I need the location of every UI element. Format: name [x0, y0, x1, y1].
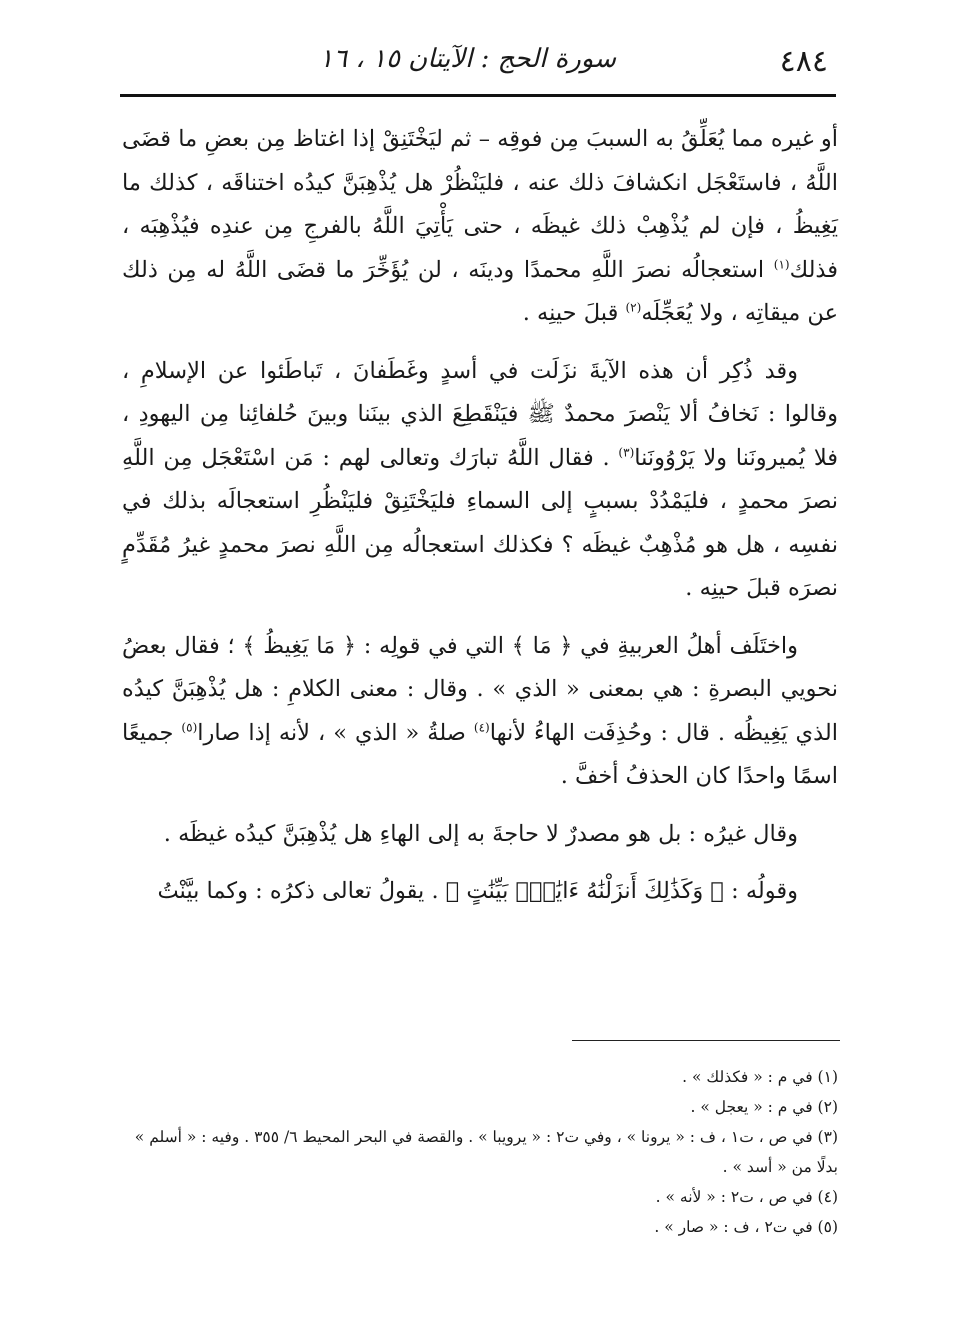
footnotes: [122, 1062, 838, 1242]
paragraph-text: . فقال اللَّهُ تبارَك وتعالى لهم : مَن اسْتَعْجَل مِن اللَّهِ نصرَ محمدٍ ، فليَمْدُدْ بسببٍ إلى السماءِ فليَخْتَنِقْ فليَنْظُرِ استعجالَه بذلك في نفسِه ، هل هو مُذْهِبٌ غيظَه ؟ فكذلك استعجالُه مِن اللَّهِ نصرَ محمدٍ غيرُ مُقَدِّمٍ نصرَه قبلَ حينِه .: [122, 444, 838, 601]
footnote-2: (٢) في م : « يعجل » .: [690, 1098, 838, 1116]
footnote-3: (٣) في ص ، ت١ ، ف : « يرونا » ، وفي ت٢ : « يرويبا » . والقصة في البحر المحيط ٦/ ٣٥٥ . وفيه : « أسلم » بدلًا من « أسد » .: [134, 1128, 838, 1176]
paragraph-text: . يقولُ تعالى ذكرُه : وكما بيَّنْتُ: [157, 878, 446, 904]
page-header: [120, 40, 836, 90]
footnote-1: (١) في م : « فكذلك » .: [682, 1068, 838, 1086]
main-text: [122, 118, 838, 928]
header-divider: [120, 94, 836, 97]
footnote-ref-3[interactable]: (٣): [618, 445, 635, 459]
footnote-ref-4[interactable]: (٤): [473, 720, 490, 734]
footnote-5: (٥) في ت٢ ، ف : « صار » .: [654, 1218, 838, 1236]
paragraph-text: وقد ذُكِر أن هذه الآيةَ نزَلَت في أسدٍ وغَطَفانَ ، تَباطَئوا عن الإسلامِ ، وقالوا : نَخافُ ألا يَنْصرَ محمدٌ ﷺ فيَنْقَطِعَ الذي بينَنا وبينَ حُلفائِنا مِن اليهودِ ، فلا يُميرونَنا ولا يَرْوُونَنا: [122, 357, 838, 471]
footnote-4: (٤) في ص ، ت٢ : « لأنه » .: [655, 1188, 838, 1206]
paragraph-5: [122, 870, 838, 914]
paragraph-text: قبلَ حينِه .: [522, 300, 626, 326]
paragraph-2: [122, 350, 838, 611]
quran-verse: ﴿ وَكَذَٰلِكَ أَنزَلْنَٰهُ ءَايَٰتٍۭ بَيِّنَٰتٍ ﴾: [445, 878, 724, 904]
paragraph-text: واختَلَف أهلُ العربيةِ في ﴿ مَا ﴾ التي في قولِه : ﴿ مَا يَغِيظُ ﴾ ؛ فقال بعضُ نحويي البصرةِ : هي بمعنى « الذي » . وقال : معنى الكلامِ : هل يُذْهِبَنَّ كيدُه الذي يَغِيظُه . قال : وحُذِفَت الهاءُ لأنها: [122, 632, 838, 746]
footnote-ref-1[interactable]: (١): [773, 257, 790, 271]
paragraph-3: [122, 625, 838, 799]
footnote-ref-2[interactable]: (٢): [625, 300, 642, 315]
paragraph-text: وقولُه :: [723, 878, 798, 904]
footnote-divider: [572, 1040, 840, 1041]
paragraph-text: صلةُ « الذي » ، لأنه إذا صارا: [197, 719, 474, 746]
paragraph-1: [122, 118, 838, 336]
paragraph-text: أو غيره مما يُعَلِّقُ به السببَ مِن فوقِه – ثم ليَخْتَنِقْ إذا اغتاظ مِن بعضِ ما قضَى اللَّهُ ، فاستَعْجَل انكشافَ ذلك عنه ، فليَنْظُرْ هل يُذْهِبَنَّ كيدُه اختناقَه ، كذلك ما يَغِيظُ ، فإن لم يُذْهِبْ ذلك غيظَه ، حتى يَأْتِيَ اللَّهُ بالفرجِ مِن عندِه فيُذْهِبَه ، فذلك: [122, 126, 838, 283]
paragraph-4: وقال غيرُه : بل هو مصدرٌ لا حاجةَ به إلى الهاءِ هل يُذْهِبَنَّ كيدُه غيظَه .: [163, 820, 798, 847]
page-number: ٤٨٤: [779, 44, 828, 79]
paragraph-text: جميعًا اسمًا واحدًا كان الحذفُ أخفَّ .: [122, 719, 838, 789]
running-head: سورة الحج : الآيتان ١٥ ، ١٦: [319, 44, 616, 74]
footnote-ref-5[interactable]: (٥): [181, 720, 198, 734]
paragraph-text: استعجالُه نصرَ اللَّهِ محمدًا ودينَه ، لن يُؤَخِّرَ ما قضَى اللَّهُ له مِن ذلك عن ميقاتِه ، ولا يُعَجِّلَه: [122, 256, 838, 326]
